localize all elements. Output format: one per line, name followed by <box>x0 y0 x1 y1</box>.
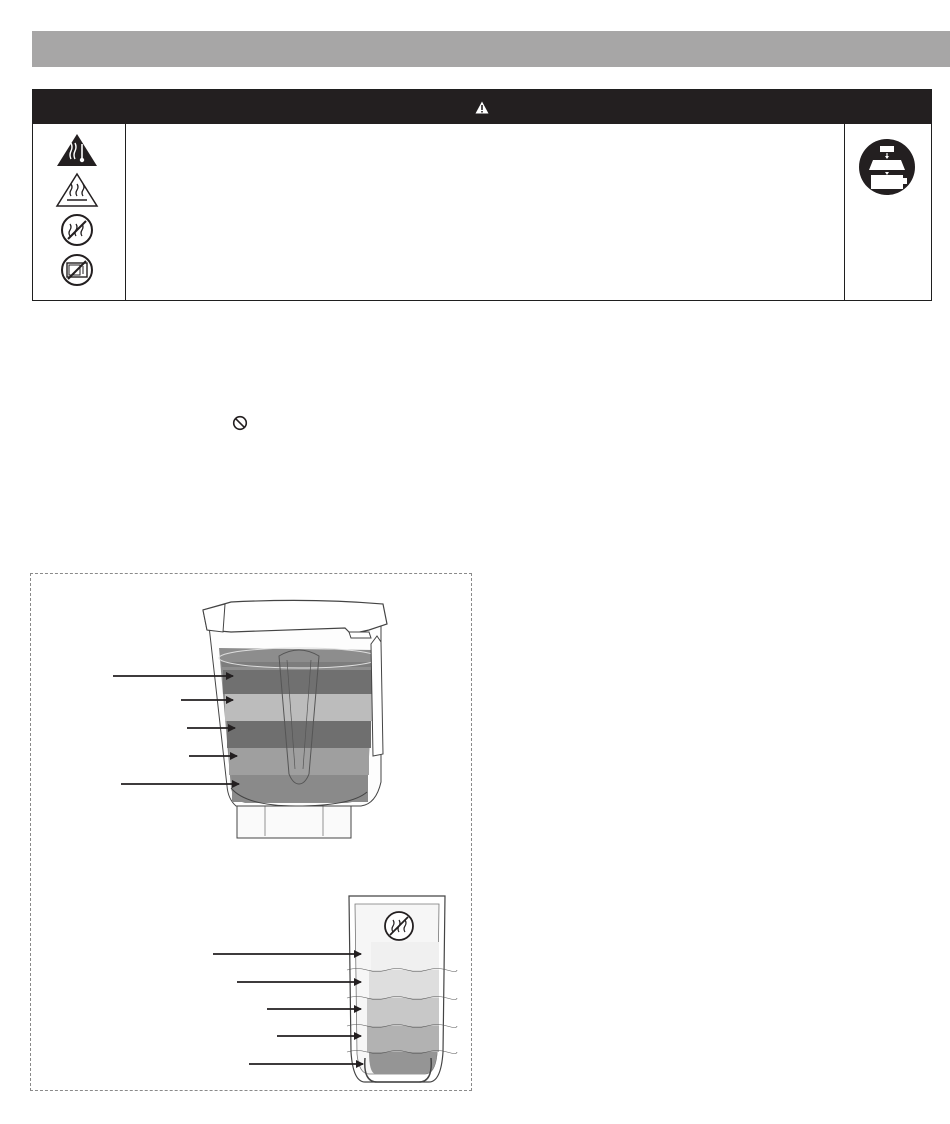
no-hot-liquid-icon <box>59 212 95 248</box>
lid-icon-column <box>844 124 931 300</box>
fill-level-diagram-panel <box>30 573 472 1091</box>
fill-level-diagrams <box>31 574 471 1090</box>
warning-triangle-icon <box>475 101 489 114</box>
section-header-bar <box>32 31 950 67</box>
tall-container-illustration <box>347 896 457 1082</box>
warning-heading <box>33 90 931 124</box>
hot-surface-icon <box>55 172 99 208</box>
prohibited-icon <box>232 415 248 431</box>
no-microwave-icon <box>59 252 95 288</box>
lid-secure-icon <box>857 138 917 196</box>
no-hot-liquid-icon <box>385 912 413 940</box>
hazard-icons-column <box>33 124 126 300</box>
blender-container-illustration <box>203 600 387 838</box>
warning-box <box>32 89 932 301</box>
tall-container-fill-level-pointers <box>213 954 363 1064</box>
hot-liquid-hazard-icon <box>55 132 99 168</box>
